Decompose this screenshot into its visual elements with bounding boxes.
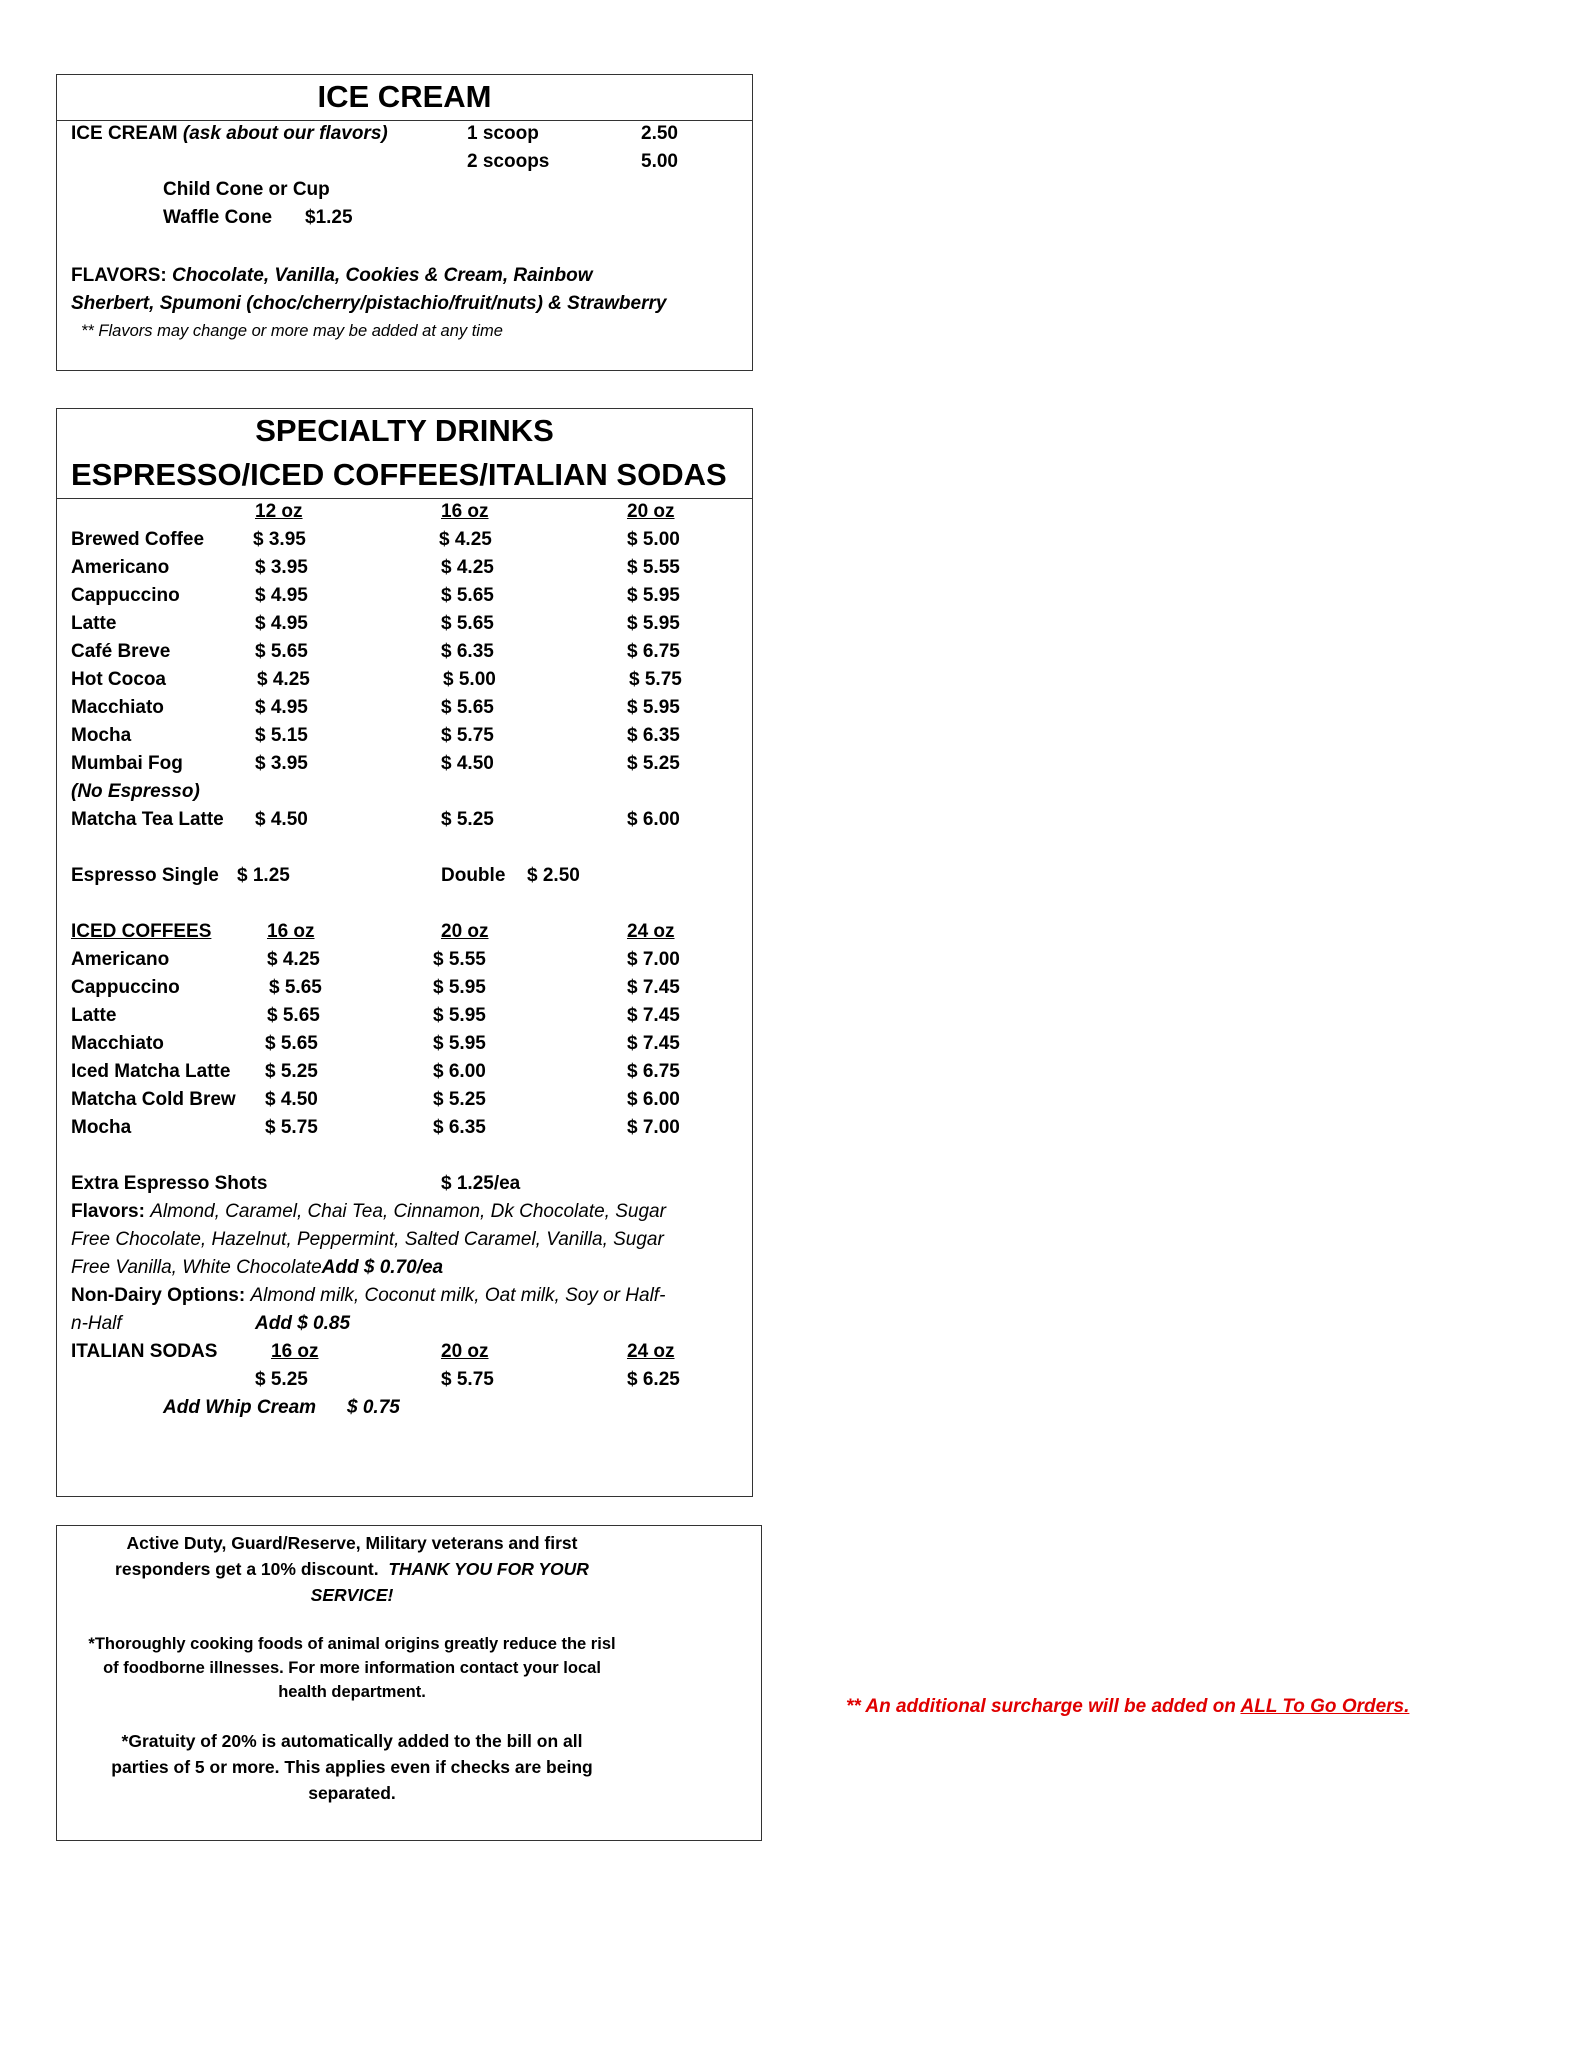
whip-cream-price: $ 0.75 <box>347 1397 400 1418</box>
gratuity-notice <box>57 1728 647 1806</box>
price-16oz: $ 5.65 <box>441 613 494 634</box>
notice-text: responders get a 10% discount. <box>115 1559 379 1579</box>
soda-price-24oz: $ 6.25 <box>627 1369 680 1390</box>
to-go-surcharge-note <box>846 1696 1409 1718</box>
child-cone: Child Cone or Cup <box>163 179 330 200</box>
syrup-flavors-price: Add $ 0.70/ea <box>321 1257 444 1278</box>
price-16oz: $ 4.25 <box>441 557 494 578</box>
drink-name: Café Breve <box>71 641 171 662</box>
price-16oz: $ 5.65 <box>441 585 494 606</box>
iced-price-16oz: $ 4.25 <box>267 949 320 970</box>
price-20oz: $ 6.75 <box>627 641 680 662</box>
price-16oz: $ 5.00 <box>443 669 496 690</box>
iced-name: Iced Matcha Latte <box>71 1061 231 1082</box>
waffle-cone-price: $1.25 <box>305 207 353 228</box>
iced-price-24oz: $ 7.45 <box>627 1033 680 1054</box>
syrup-flavors-label: Flavors: <box>71 1201 145 1222</box>
iced-price-20oz: $ 5.25 <box>433 1089 486 1110</box>
waffle-cone: Waffle Cone <box>163 207 273 228</box>
food-safety-notice <box>57 1632 647 1704</box>
specialty-subtitle: ESPRESSO/ICED COFFEES/ITALIAN SODAS <box>71 457 727 492</box>
price-12oz: $ 4.95 <box>255 613 308 634</box>
iced-name: Cappuccino <box>71 977 180 998</box>
iced-price-16oz: $ 5.75 <box>265 1117 318 1138</box>
specialty-title: SPECIALTY DRINKS <box>255 413 554 448</box>
iced-price-16oz: $ 5.65 <box>265 1033 318 1054</box>
notice-line: Active Duty, Guard/Reserve, Military veterans and first <box>126 1533 578 1553</box>
iced-price-20oz: $ 5.95 <box>433 1005 486 1026</box>
drink-name: Mocha <box>71 725 132 746</box>
specialty-drinks-section <box>56 408 753 1497</box>
price-20oz: $ 5.00 <box>627 529 680 550</box>
soda-price-20oz: $ 5.75 <box>441 1369 494 1390</box>
non-dairy-text: Almond milk, Coconut milk, Oat milk, Soy or Half- <box>250 1285 666 1306</box>
notice-line: of foodborne illnesses. For more information contact your local <box>103 1659 601 1677</box>
syrup-flavors-text: Almond, Caramel, Chai Tea, Cinnamon, Dk Chocolate, Sugar <box>150 1201 666 1222</box>
price-20oz: $ 6.00 <box>627 809 680 830</box>
iced-coffees-header: ICED COFFEES <box>71 921 212 942</box>
scoop-2-price: 5.00 <box>641 151 678 172</box>
flavors-line-2: Sherbert, Spumoni (choc/cherry/pistachio/fruit/nuts) & Strawberry <box>71 293 667 314</box>
price-12oz: $ 3.95 <box>255 753 308 774</box>
drink-name: Macchiato <box>71 697 164 718</box>
iced-price-20oz: $ 5.95 <box>433 1033 486 1054</box>
price-12oz: $ 5.15 <box>255 725 308 746</box>
notices-section <box>56 1525 762 1841</box>
price-20oz: $ 5.95 <box>627 613 680 634</box>
ice-cream-section <box>56 74 753 371</box>
iced-name: Mocha <box>71 1117 132 1138</box>
price-12oz: $ 4.95 <box>255 585 308 606</box>
syrup-flavors-line-3 <box>71 1257 443 1279</box>
syrup-flavors-text: Free Vanilla, White Chocolate <box>71 1257 322 1278</box>
iced-price-20oz: $ 5.55 <box>433 949 486 970</box>
price-20oz: $ 5.75 <box>629 669 682 690</box>
iced-size-16oz: 16 oz <box>267 921 315 942</box>
espresso-single-price: $ 1.25 <box>237 865 290 886</box>
iced-size-24oz: 24 oz <box>627 921 675 942</box>
divider <box>57 120 752 121</box>
drink-name: Mumbai Fog <box>71 753 183 774</box>
ice-cream-flavors <box>71 265 593 287</box>
italian-sodas-label: ITALIAN SODAS <box>71 1341 218 1362</box>
size-16oz: 16 oz <box>441 501 489 522</box>
price-16oz: $ 5.65 <box>441 697 494 718</box>
flavors-label: FLAVORS: <box>71 265 167 286</box>
divider <box>57 498 752 499</box>
iced-price-24oz: $ 7.45 <box>627 977 680 998</box>
ice-cream-note: (ask about our flavors) <box>182 123 388 144</box>
notice-line: parties of 5 or more. This applies even if checks are being <box>111 1757 593 1777</box>
price-12oz: $ 3.95 <box>253 529 306 550</box>
size-20oz: 20 oz <box>627 501 675 522</box>
iced-price-24oz: $ 7.00 <box>627 949 680 970</box>
price-16oz: $ 4.25 <box>439 529 492 550</box>
non-dairy-line-1 <box>71 1285 665 1307</box>
iced-price-20oz: $ 5.95 <box>433 977 486 998</box>
notice-line: health department. <box>278 1683 426 1701</box>
notice-line: *Thoroughly cooking foods of animal origins greatly reduce the risl <box>88 1635 616 1653</box>
iced-name: Macchiato <box>71 1033 164 1054</box>
flavors-note: ** Flavors may change or more may be added at any time <box>81 322 503 340</box>
whip-cream-label: Add Whip Cream <box>163 1397 317 1418</box>
price-20oz: $ 5.95 <box>627 585 680 606</box>
surcharge-underlined: ALL To Go Orders. <box>1240 1696 1410 1717</box>
notice-line: separated. <box>308 1783 396 1803</box>
drink-name: Matcha Tea Latte <box>71 809 224 830</box>
ice-cream-item <box>71 123 388 145</box>
price-16oz: $ 5.25 <box>441 809 494 830</box>
iced-price-24oz: $ 7.00 <box>627 1117 680 1138</box>
extra-shots-label: Extra Espresso Shots <box>71 1173 268 1194</box>
espresso-single-label: Espresso Single <box>71 865 219 886</box>
soda-size-24oz: 24 oz <box>627 1341 675 1362</box>
price-16oz: $ 5.75 <box>441 725 494 746</box>
ice-cream-title: ICE CREAM <box>317 79 492 114</box>
espresso-double-price: $ 2.50 <box>527 865 580 886</box>
notice-line: *Gratuity of 20% is automatically added to the bill on all <box>121 1731 583 1751</box>
iced-name: Matcha Cold Brew <box>71 1089 236 1110</box>
price-20oz: $ 5.55 <box>627 557 680 578</box>
price-16oz: $ 4.50 <box>441 753 494 774</box>
soda-size-16oz: 16 oz <box>271 1341 319 1362</box>
drink-name: Cappuccino <box>71 585 180 606</box>
notice-line <box>57 1556 647 1582</box>
surcharge-text: ** An additional surcharge will be added on <box>846 1696 1236 1717</box>
scoop-2-label: 2 scoops <box>467 151 550 172</box>
price-12oz: $ 4.50 <box>255 809 308 830</box>
no-espresso-note: (No Espresso) <box>71 781 200 802</box>
price-12oz: $ 4.25 <box>257 669 310 690</box>
price-12oz: $ 3.95 <box>255 557 308 578</box>
non-dairy-price: Add $ 0.85 <box>255 1313 351 1334</box>
drink-name: Hot Cocoa <box>71 669 166 690</box>
drink-name: Latte <box>71 613 117 634</box>
price-12oz: $ 4.95 <box>255 697 308 718</box>
price-20oz: $ 6.35 <box>627 725 680 746</box>
iced-price-20oz: $ 6.35 <box>433 1117 486 1138</box>
soda-price-16oz: $ 5.25 <box>255 1369 308 1390</box>
thank-you-text: THANK YOU FOR YOUR <box>388 1559 589 1579</box>
non-dairy-line-2: n-Half <box>71 1313 122 1334</box>
price-20oz: $ 5.25 <box>627 753 680 774</box>
syrup-flavors-line-2: Free Chocolate, Hazelnut, Peppermint, Salted Caramel, Vanilla, Sugar <box>71 1229 664 1250</box>
iced-price-20oz: $ 6.00 <box>433 1061 486 1082</box>
scoop-1-label: 1 scoop <box>467 123 539 144</box>
iced-name: Latte <box>71 1005 117 1026</box>
espresso-double-label: Double <box>441 865 506 886</box>
notice-line: SERVICE! <box>310 1585 394 1605</box>
iced-price-16oz: $ 5.25 <box>265 1061 318 1082</box>
military-discount-notice <box>57 1530 647 1608</box>
iced-price-24oz: $ 7.45 <box>627 1005 680 1026</box>
iced-price-24oz: $ 6.75 <box>627 1061 680 1082</box>
price-20oz: $ 5.95 <box>627 697 680 718</box>
scoop-1-price: 2.50 <box>641 123 678 144</box>
soda-size-20oz: 20 oz <box>441 1341 489 1362</box>
iced-name: Americano <box>71 949 170 970</box>
extra-shots-price: $ 1.25/ea <box>441 1173 521 1194</box>
price-12oz: $ 5.65 <box>255 641 308 662</box>
syrup-flavors-line-1 <box>71 1201 666 1223</box>
iced-price-16oz: $ 5.65 <box>267 1005 320 1026</box>
iced-price-24oz: $ 6.00 <box>627 1089 680 1110</box>
drink-name: Americano <box>71 557 170 578</box>
drink-name: Brewed Coffee <box>71 529 205 550</box>
price-16oz: $ 6.35 <box>441 641 494 662</box>
iced-price-16oz: $ 5.65 <box>269 977 322 998</box>
ice-cream-label: ICE CREAM <box>71 123 178 144</box>
iced-price-16oz: $ 4.50 <box>265 1089 318 1110</box>
flavors-line-1: Chocolate, Vanilla, Cookies & Cream, Rainbow <box>171 265 593 286</box>
non-dairy-label: Non-Dairy Options: <box>71 1285 246 1306</box>
size-12oz: 12 oz <box>255 501 303 522</box>
iced-size-20oz: 20 oz <box>441 921 489 942</box>
